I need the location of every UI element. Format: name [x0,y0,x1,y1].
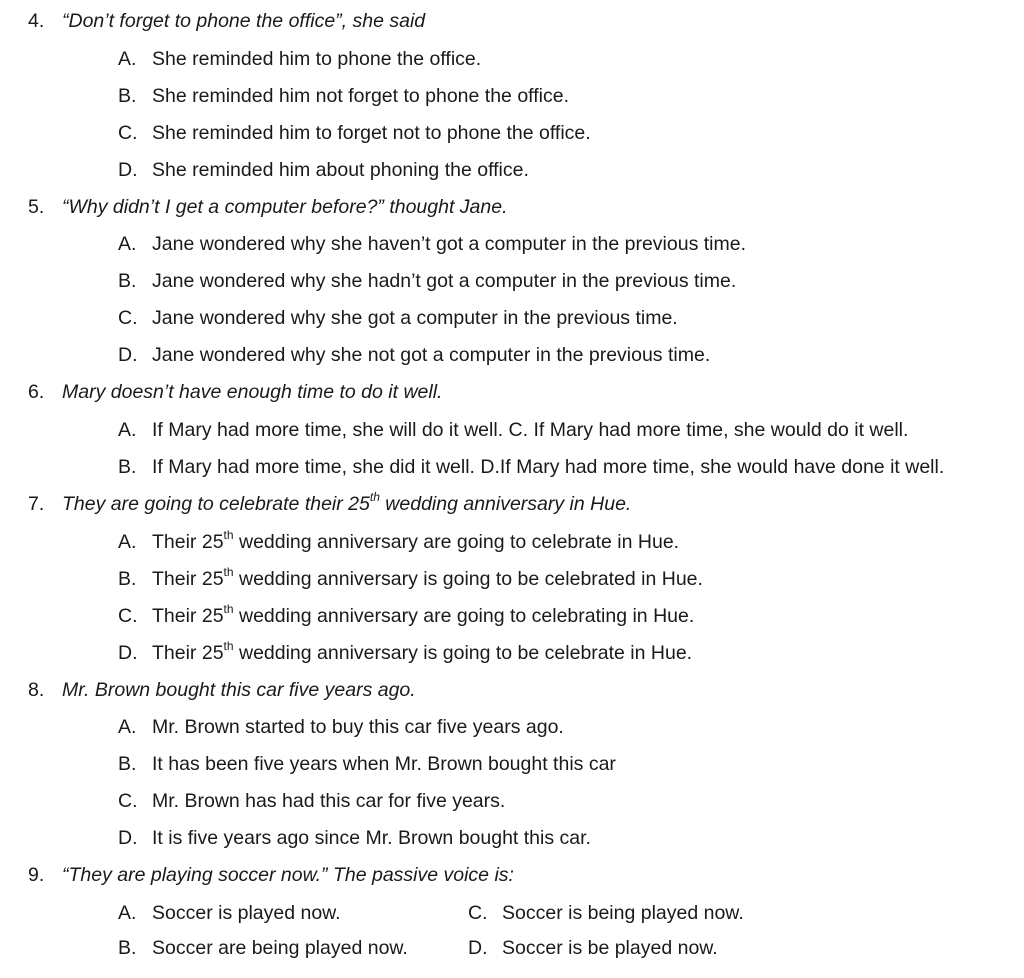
superscript: th [223,564,234,579]
option-9a [118,901,341,925]
stem-part: wedding anniversary in Hue. [379,493,632,515]
option-8d [118,826,591,850]
question-stem [62,489,632,515]
option-letter: A. [118,48,137,70]
question-stem: Mary doesn’t have enough time to do it well. [62,381,443,403]
option-letter: B. [118,456,137,478]
option-letter: C. [118,790,138,812]
option-8a [118,715,564,739]
question-stem: Mr. Brown bought this car five years ago. [62,679,416,701]
option-text: Jane wondered why she got a computer in the previous time. [152,307,678,329]
option-4c [118,121,591,145]
option-text-post: wedding anniversary is going to be celebrate in Hue. [233,642,693,664]
question-8 [28,678,416,702]
question-6 [28,380,442,404]
option-letter: A. [118,233,137,255]
option-letter: C. [118,307,138,329]
option-text: She reminded him about phoning the office. [152,159,529,181]
option-8b [118,752,616,776]
option-letter: B. [118,937,137,959]
option-letter: D. [118,344,138,366]
question-7 [28,489,632,516]
option-letter: B. [118,85,137,107]
option-letter: B. [118,270,137,292]
option-text: If Mary had more time, she did it well. D.If Mary had more time, she would have done it well. [152,456,945,478]
option-text-pre: Their 25 [152,531,224,553]
option-text: Jane wondered why she not got a computer in the previous time. [152,344,711,366]
option-letter: D. [118,827,138,849]
option-6-line-2 [118,455,944,479]
question-stem: “Don’t forget to phone the office”, she said [62,10,426,32]
option-letter: A. [118,419,137,441]
option-letter: A. [118,531,137,553]
option-letter: C. [118,605,138,627]
option-9d [468,936,718,960]
option-letter: D. [468,937,488,959]
option-letter: C. [468,902,488,924]
option-text: Soccer is being played now. [502,902,744,924]
option-text-post: wedding anniversary are going to celebrating in Hue. [233,605,695,627]
option-9b [118,936,408,960]
option-text: Mr. Brown has had this car for five years. [152,790,506,812]
option-7d [118,638,693,665]
option-5a [118,232,746,256]
option-7c [118,601,695,628]
superscript: th [223,527,234,542]
option-letter: B. [118,753,137,775]
superscript: th [223,638,234,653]
superscript: th [369,489,380,504]
option-text: She reminded him to phone the office. [152,48,482,70]
question-stem: “They are playing soccer now.” The passive voice is: [62,864,514,886]
option-text-pre: Their 25 [152,568,224,590]
option-text: Mr. Brown started to buy this car five years ago. [152,716,564,738]
option-text: Jane wondered why she hadn’t got a computer in the previous time. [152,270,737,292]
question-number: 9. [28,864,45,886]
question-number: 5. [28,196,45,218]
option-9c [468,901,744,925]
option-4a [118,47,481,71]
question-4 [28,9,425,33]
option-text: Soccer is be played now. [502,937,718,959]
question-stem: “Why didn’t I get a computer before?” thought Jane. [62,196,508,218]
question-5 [28,195,508,219]
option-letter: D. [118,642,138,664]
option-4d [118,158,529,182]
option-5d [118,343,710,367]
question-number: 8. [28,679,45,701]
option-letter: A. [118,716,137,738]
question-number: 7. [28,493,45,515]
option-text-post: wedding anniversary are going to celebrate in Hue. [233,531,680,553]
option-letter: A. [118,902,137,924]
option-text: She reminded him to forget not to phone the office. [152,122,591,144]
option-text: Jane wondered why she haven’t got a computer in the previous time. [152,233,747,255]
option-text-pre: Their 25 [152,605,224,627]
option-5c [118,306,678,330]
option-5b [118,269,736,293]
option-text-pre: Their 25 [152,642,224,664]
option-letter: C. [118,122,138,144]
stem-part: They are going to celebrate their 25 [62,493,370,515]
question-number: 6. [28,381,45,403]
question-number: 4. [28,10,45,32]
option-7a [118,527,680,554]
option-text: It has been five years when Mr. Brown bought this car [152,753,616,775]
option-text: It is five years ago since Mr. Brown bought this car. [152,827,591,849]
option-letter: D. [118,159,138,181]
option-8c [118,789,505,813]
option-text: Soccer are being played now. [152,937,408,959]
question-9 [28,863,514,887]
option-4b [118,84,569,108]
option-letter: B. [118,568,137,590]
option-6-line-1 [118,418,908,442]
option-text: She reminded him not forget to phone the office. [152,85,569,107]
option-7b [118,564,703,591]
option-text-post: wedding anniversary is going to be celebrated in Hue. [233,568,703,590]
option-text: Soccer is played now. [152,902,341,924]
option-text: If Mary had more time, she will do it well. C. If Mary had more time, she would do it well. [152,419,909,441]
superscript: th [223,601,234,616]
